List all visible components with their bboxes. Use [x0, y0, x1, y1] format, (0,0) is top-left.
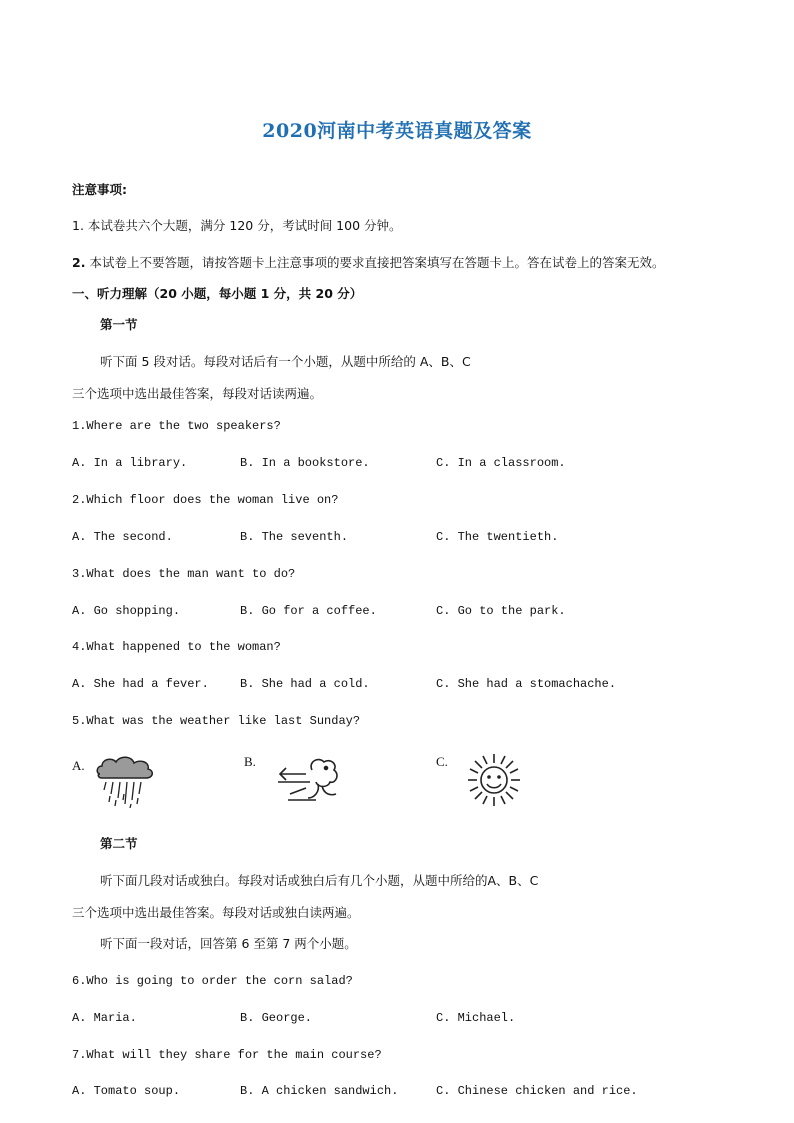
wind-icon [276, 754, 348, 806]
sun-icon [466, 752, 522, 808]
q4-option-a: A. She had a fever. [72, 677, 209, 691]
q7-option-a: A. Tomato soup. [72, 1084, 181, 1098]
q3-stem: 3.What does the man want to do? [72, 567, 296, 581]
q3-option-a: A. Go shopping. [72, 604, 181, 618]
q1-option-b: B. In a bookstore. [240, 456, 370, 470]
q6-option-a: A. Maria. [72, 1011, 137, 1025]
q5-stem: 5.What was the weather like last Sunday? [72, 714, 361, 728]
part1-instruction-line1: 听下面 5 段对话。每段对话后有一个小题，从题中所给的 A、B、C [100, 354, 471, 369]
notice-item-2-number: 2. [72, 255, 86, 270]
notice-item-2 [72, 253, 664, 271]
q1-option-a: A. In a library. [72, 456, 188, 470]
q4-option-b: B. She had a cold. [240, 677, 370, 691]
q1-option-c: C. In a classroom. [436, 456, 566, 470]
q2-stem: 2.Which floor does the woman live on? [72, 493, 339, 507]
q7-stem: 7.What will they share for the main course? [72, 1048, 382, 1062]
q6-option-c: C. Michael. [436, 1011, 516, 1025]
part1-instruction-line2: 三个选项中选出最佳答案，每段对话读两遍。 [72, 386, 323, 401]
q5-option-c-label: C. [436, 754, 448, 769]
q4-option-c: C. She had a stomachache. [436, 677, 617, 691]
part2-heading: 第二节 [100, 836, 138, 851]
rain-cloud-icon [94, 754, 156, 808]
part2-instruction-line3: 听下面一段对话，回答第 6 至第 7 两个小题。 [100, 936, 357, 951]
part1-heading: 第一节 [100, 317, 138, 332]
q5-option-b-label: B. [244, 754, 256, 769]
q4-stem: 4.What happened to the woman? [72, 640, 281, 654]
q2-option-b: B. The seventh. [240, 530, 349, 544]
q1-stem: 1.Where are the two speakers? [72, 419, 281, 433]
q7-option-c: C. Chinese chicken and rice. [436, 1084, 638, 1098]
notice-item-1: 1. 本试卷共六个大题，满分 120 分，考试时间 100 分钟。 [72, 218, 402, 233]
notice-item-2-text: 本试卷上不要答题，请按答题卡上注意事项的要求直接把答案填写在答题卡上。答在试卷上的答案无效。 [89, 255, 665, 270]
q6-stem: 6.Who is going to order the corn salad? [72, 974, 353, 988]
q2-option-c: C. The twentieth. [436, 530, 559, 544]
part2-instruction-line2: 三个选项中选出最佳答案。每段对话或独白读两遍。 [72, 905, 360, 920]
notice-heading: 注意事项: [72, 182, 127, 197]
part2-instruction-line1: 听下面几段对话或独白。每段对话或独白后有几个小题，从题中所给的A、B、C [100, 873, 539, 888]
section1-heading: 一、听力理解（20 小题，每小题 1 分，共 20 分） [72, 286, 363, 301]
q3-option-b: B. Go for a coffee. [240, 604, 377, 618]
q3-option-c: C. Go to the park. [436, 604, 566, 618]
q5-option-a-label: A. [72, 758, 85, 773]
q2-option-a: A. The second. [72, 530, 173, 544]
q7-option-b: B. A chicken sandwich. [240, 1084, 399, 1098]
q6-option-b: B. George. [240, 1011, 313, 1025]
page-title: 2020河南中考英语真题及答案 [262, 120, 532, 142]
